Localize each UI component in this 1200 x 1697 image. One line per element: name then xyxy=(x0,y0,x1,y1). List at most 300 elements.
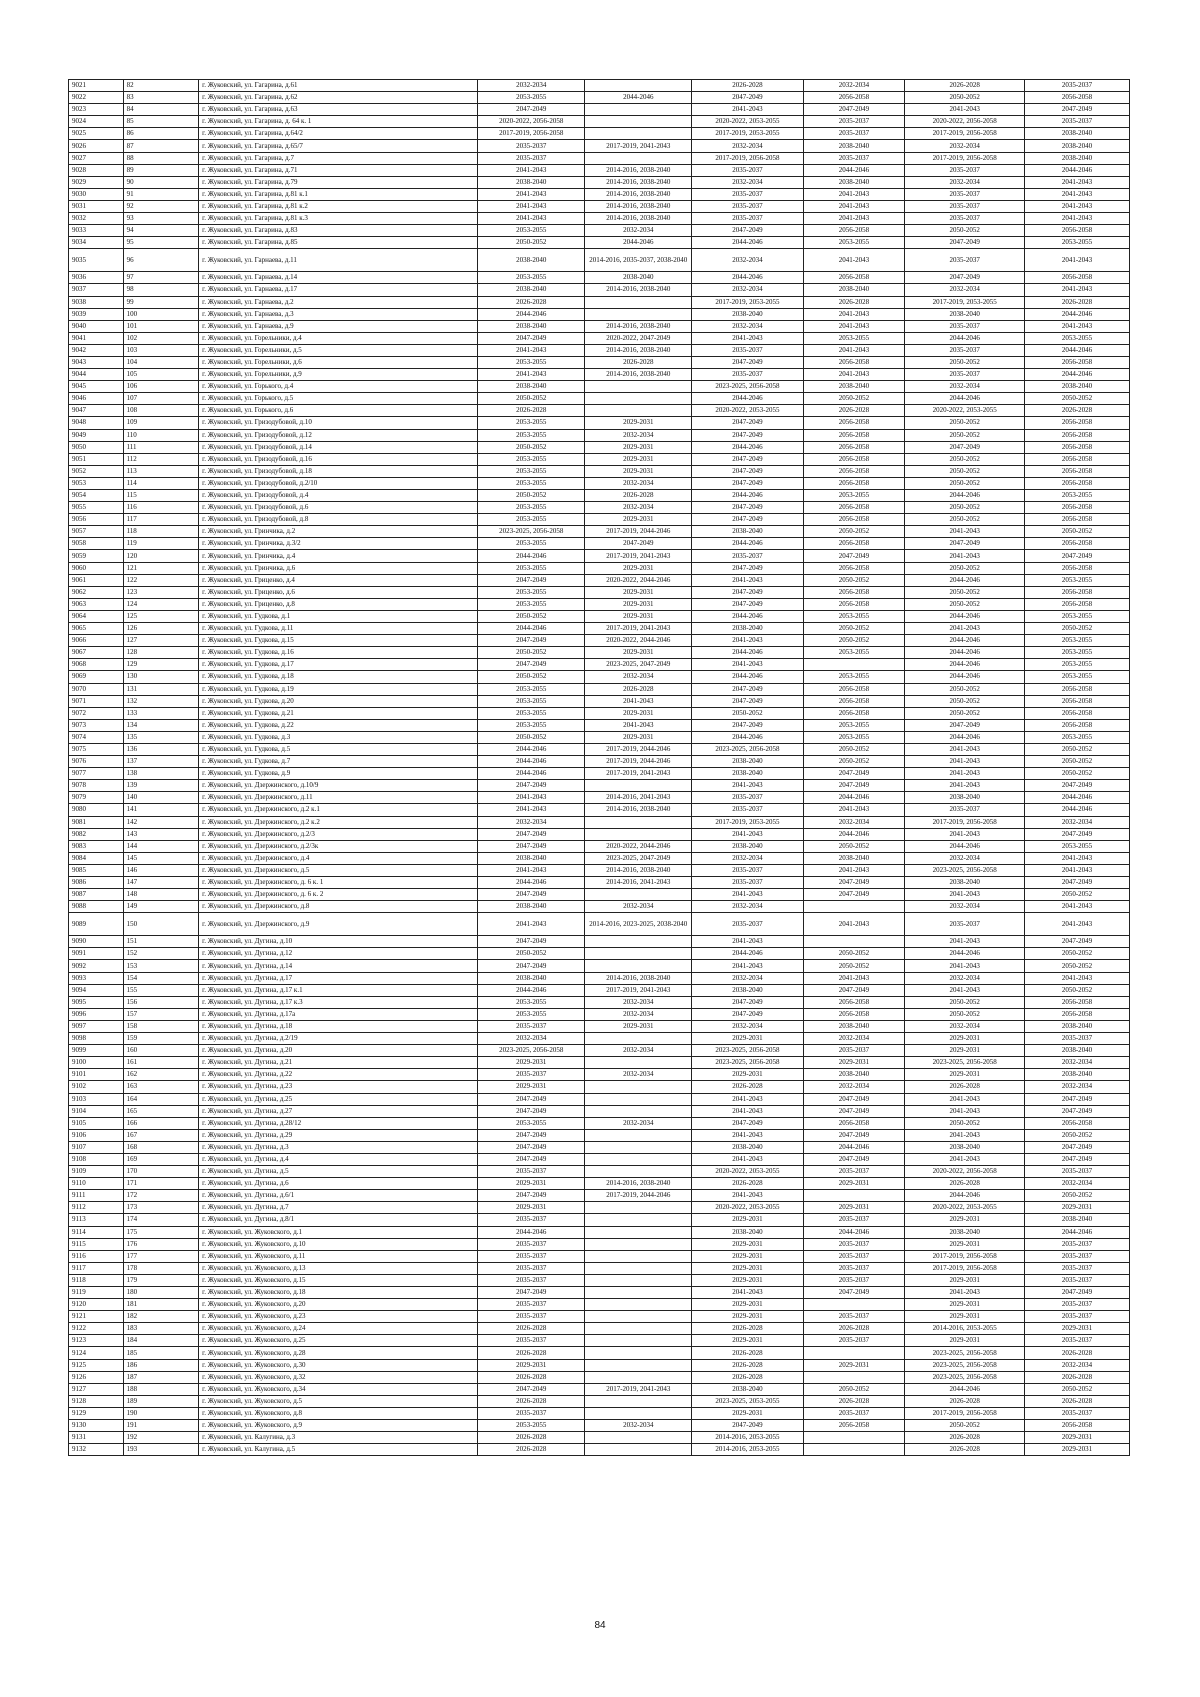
table-row xyxy=(69,550,1130,562)
period-3-cell: 2041-2043 xyxy=(692,1287,803,1299)
item-number-cell: 186 xyxy=(123,1359,199,1371)
address-cell: г. Жуковский, ул. Горького, д.4 xyxy=(199,381,478,393)
period-2-cell: 2032-2034 xyxy=(585,1008,692,1020)
period-1-cell: 2050-2052 xyxy=(478,393,585,405)
period-1-cell: 2041-2043 xyxy=(478,164,585,176)
address-cell: г. Жуковский, ул. Гриценко, д.4 xyxy=(199,574,478,586)
row-number-cell: 9025 xyxy=(69,128,124,140)
item-number-cell: 148 xyxy=(123,889,199,901)
table-row xyxy=(69,707,1130,719)
period-2-cell: 2029-2031 xyxy=(585,441,692,453)
table-row xyxy=(69,1347,1130,1359)
period-2-cell: 2017-2019, 2041-2043 xyxy=(585,623,692,635)
table-row xyxy=(69,116,1130,128)
address-cell: г. Жуковский, ул. Дугина, д.17а xyxy=(199,1008,478,1020)
row-number-cell: 9121 xyxy=(69,1311,124,1323)
period-1-cell: 2035-2037 xyxy=(478,152,585,164)
period-2-cell: 2017-2019, 2044-2046 xyxy=(585,743,692,755)
period-3-cell: 2044-2046 xyxy=(692,610,803,622)
period-6-cell: 2056-2058 xyxy=(1024,1008,1129,1020)
item-number-cell: 149 xyxy=(123,901,199,913)
period-6-cell: 2029-2031 xyxy=(1024,1202,1129,1214)
period-3-cell: 2020-2022, 2053-2055 xyxy=(692,405,803,417)
address-cell: г. Жуковский, ул. Гудкова, д.3 xyxy=(199,731,478,743)
period-4-cell: 2056-2058 xyxy=(803,92,905,104)
period-4-cell: 2035-2037 xyxy=(803,116,905,128)
period-4-cell: 2047-2049 xyxy=(803,104,905,116)
address-cell: г. Жуковский, ул. Дугина, д.3 xyxy=(199,1141,478,1153)
row-number-cell: 9080 xyxy=(69,804,124,816)
period-6-cell: 2047-2049 xyxy=(1024,936,1129,948)
period-1-cell: 2035-2037 xyxy=(478,1069,585,1081)
table-row xyxy=(69,1166,1130,1178)
period-4-cell: 2053-2055 xyxy=(803,332,905,344)
address-cell: г. Жуковский, ул. Горельники, д.5 xyxy=(199,344,478,356)
period-3-cell: 2044-2046 xyxy=(692,731,803,743)
table-row xyxy=(69,477,1130,489)
period-4-cell: 2032-2034 xyxy=(803,1081,905,1093)
row-number-cell: 9106 xyxy=(69,1129,124,1141)
period-6-cell: 2032-2034 xyxy=(1024,816,1129,828)
item-number-cell: 169 xyxy=(123,1153,199,1165)
period-2-cell xyxy=(585,296,692,308)
item-number-cell: 106 xyxy=(123,381,199,393)
row-number-cell: 9052 xyxy=(69,465,124,477)
period-2-cell xyxy=(585,1214,692,1226)
address-cell: г. Жуковский, ул. Дугина, д.29 xyxy=(199,1129,478,1141)
period-1-cell: 2047-2049 xyxy=(478,780,585,792)
period-5-cell: 2050-2052 xyxy=(905,429,1025,441)
period-5-cell: 2044-2046 xyxy=(905,610,1025,622)
period-4-cell: 2035-2037 xyxy=(803,1311,905,1323)
period-1-cell: 2053-2055 xyxy=(478,272,585,284)
address-cell: г. Жуковский, ул. Гринчика, д.2 xyxy=(199,526,478,538)
period-1-cell: 2047-2049 xyxy=(478,840,585,852)
address-cell: г. Жуковский, ул. Горельники, д.4 xyxy=(199,332,478,344)
period-1-cell: 2029-2031 xyxy=(478,1057,585,1069)
period-4-cell xyxy=(803,1444,905,1456)
item-number-cell: 86 xyxy=(123,128,199,140)
row-number-cell: 9116 xyxy=(69,1250,124,1262)
item-number-cell: 176 xyxy=(123,1238,199,1250)
table-row xyxy=(69,417,1130,429)
period-4-cell xyxy=(803,1432,905,1444)
period-4-cell: 2041-2043 xyxy=(803,188,905,200)
address-cell: г. Жуковский, ул. Жуковского, д.25 xyxy=(199,1335,478,1347)
period-1-cell: 2053-2055 xyxy=(478,695,585,707)
period-1-cell: 2053-2055 xyxy=(478,562,585,574)
item-number-cell: 146 xyxy=(123,864,199,876)
period-6-cell: 2035-2037 xyxy=(1024,1166,1129,1178)
period-3-cell: 2047-2049 xyxy=(692,417,803,429)
period-6-cell: 2038-2040 xyxy=(1024,128,1129,140)
row-number-cell: 9042 xyxy=(69,344,124,356)
item-number-cell: 89 xyxy=(123,164,199,176)
table-row xyxy=(69,1214,1130,1226)
period-6-cell: 2056-2058 xyxy=(1024,453,1129,465)
period-6-cell: 2056-2058 xyxy=(1024,92,1129,104)
period-2-cell: 2014-2016, 2038-2040 xyxy=(585,200,692,212)
period-2-cell xyxy=(585,1105,692,1117)
period-6-cell: 2026-2028 xyxy=(1024,1347,1129,1359)
row-number-cell: 9040 xyxy=(69,320,124,332)
period-3-cell: 2047-2049 xyxy=(692,92,803,104)
address-cell: г. Жуковский, ул. Гринчика, д.6 xyxy=(199,562,478,574)
item-number-cell: 190 xyxy=(123,1407,199,1419)
period-6-cell: 2038-2040 xyxy=(1024,1069,1129,1081)
period-4-cell: 2044-2046 xyxy=(803,1226,905,1238)
period-2-cell xyxy=(585,1238,692,1250)
period-2-cell: 2017-2019, 2041-2043 xyxy=(585,984,692,996)
item-number-cell: 163 xyxy=(123,1081,199,1093)
table-row xyxy=(69,381,1130,393)
item-number-cell: 181 xyxy=(123,1299,199,1311)
period-1-cell: 2050-2052 xyxy=(478,671,585,683)
item-number-cell: 164 xyxy=(123,1093,199,1105)
table-row xyxy=(69,393,1130,405)
period-4-cell xyxy=(803,901,905,913)
table-row xyxy=(69,1093,1130,1105)
period-1-cell: 2038-2040 xyxy=(478,852,585,864)
item-number-cell: 94 xyxy=(123,225,199,237)
period-2-cell: 2023-2025, 2047-2049 xyxy=(585,852,692,864)
address-cell: г. Жуковский, ул. Дзержинского, д.4 xyxy=(199,852,478,864)
period-2-cell xyxy=(585,1129,692,1141)
table-row xyxy=(69,936,1130,948)
period-3-cell: 2023-2025, 2056-2058 xyxy=(692,743,803,755)
period-2-cell: 2029-2031 xyxy=(585,707,692,719)
period-6-cell: 2047-2049 xyxy=(1024,1093,1129,1105)
period-4-cell: 2029-2031 xyxy=(803,1057,905,1069)
row-number-cell: 9068 xyxy=(69,659,124,671)
item-number-cell: 100 xyxy=(123,308,199,320)
period-5-cell: 2041-2043 xyxy=(905,960,1025,972)
period-5-cell: 2038-2040 xyxy=(905,308,1025,320)
period-5-cell: 2041-2043 xyxy=(905,1153,1025,1165)
address-cell: г. Жуковский, ул. Дугина, д.20 xyxy=(199,1045,478,1057)
row-number-cell: 9031 xyxy=(69,200,124,212)
address-cell: г. Жуковский, ул. Гудкова, д.21 xyxy=(199,707,478,719)
period-2-cell: 2026-2028 xyxy=(585,683,692,695)
period-2-cell: 2032-2034 xyxy=(585,1117,692,1129)
period-6-cell: 2056-2058 xyxy=(1024,1117,1129,1129)
period-6-cell: 2056-2058 xyxy=(1024,225,1129,237)
period-3-cell: 2047-2049 xyxy=(692,502,803,514)
period-5-cell: 2026-2028 xyxy=(905,1432,1025,1444)
period-4-cell: 2047-2049 xyxy=(803,768,905,780)
period-3-cell: 2047-2049 xyxy=(692,477,803,489)
period-2-cell xyxy=(585,1274,692,1286)
address-cell: г. Жуковский, ул. Дугина, д.8/1 xyxy=(199,1214,478,1226)
row-number-cell: 9048 xyxy=(69,417,124,429)
row-number-cell: 9058 xyxy=(69,538,124,550)
period-3-cell: 2047-2049 xyxy=(692,562,803,574)
period-6-cell: 2041-2043 xyxy=(1024,913,1129,936)
period-5-cell: 2035-2037 xyxy=(905,164,1025,176)
period-5-cell: 2017-2019, 2053-2055 xyxy=(905,296,1025,308)
period-5-cell: 2050-2052 xyxy=(905,695,1025,707)
address-cell: г. Жуковский, ул. Гарнаева, д.17 xyxy=(199,284,478,296)
period-5-cell: 2041-2043 xyxy=(905,743,1025,755)
period-2-cell: 2014-2016, 2023-2025, 2038-2040 xyxy=(585,913,692,936)
address-cell: г. Жуковский, ул. Жуковского, д.10 xyxy=(199,1238,478,1250)
period-5-cell: 2044-2046 xyxy=(905,490,1025,502)
row-number-cell: 9122 xyxy=(69,1323,124,1335)
period-1-cell: 2041-2043 xyxy=(478,213,585,225)
period-2-cell: 2017-2019, 2044-2046 xyxy=(585,526,692,538)
period-4-cell: 2050-2052 xyxy=(803,948,905,960)
period-1-cell: 2047-2049 xyxy=(478,574,585,586)
item-number-cell: 96 xyxy=(123,249,199,272)
period-2-cell: 2029-2031 xyxy=(585,1020,692,1032)
period-5-cell: 2017-2019, 2056-2058 xyxy=(905,816,1025,828)
period-3-cell: 2041-2043 xyxy=(692,780,803,792)
row-number-cell: 9041 xyxy=(69,332,124,344)
period-4-cell xyxy=(803,659,905,671)
period-3-cell: 2035-2037 xyxy=(692,188,803,200)
period-3-cell: 2044-2046 xyxy=(692,490,803,502)
period-6-cell: 2056-2058 xyxy=(1024,719,1129,731)
address-cell: г. Жуковский, ул. Калугина, д.5 xyxy=(199,1444,478,1456)
row-number-cell: 9083 xyxy=(69,840,124,852)
item-number-cell: 152 xyxy=(123,948,199,960)
item-number-cell: 98 xyxy=(123,284,199,296)
period-3-cell: 2026-2028 xyxy=(692,1359,803,1371)
address-cell: г. Жуковский, ул. Дзержинского, д.11 xyxy=(199,792,478,804)
period-2-cell: 2032-2034 xyxy=(585,996,692,1008)
period-6-cell: 2053-2055 xyxy=(1024,647,1129,659)
table-row xyxy=(69,490,1130,502)
period-4-cell: 2047-2049 xyxy=(803,780,905,792)
row-number-cell: 9092 xyxy=(69,960,124,972)
period-5-cell: 2050-2052 xyxy=(905,417,1025,429)
period-6-cell: 2056-2058 xyxy=(1024,707,1129,719)
period-6-cell: 2044-2046 xyxy=(1024,1226,1129,1238)
row-number-cell: 9130 xyxy=(69,1420,124,1432)
period-2-cell: 2038-2040 xyxy=(585,272,692,284)
period-3-cell: 2044-2046 xyxy=(692,538,803,550)
period-1-cell: 2050-2052 xyxy=(478,610,585,622)
item-number-cell: 95 xyxy=(123,237,199,249)
address-cell: г. Жуковский, ул. Гудкова, д.22 xyxy=(199,719,478,731)
row-number-cell: 9099 xyxy=(69,1045,124,1057)
period-4-cell: 2026-2028 xyxy=(803,296,905,308)
period-6-cell: 2026-2028 xyxy=(1024,1395,1129,1407)
period-2-cell xyxy=(585,780,692,792)
period-1-cell: 2023-2025, 2056-2058 xyxy=(478,1045,585,1057)
table-row xyxy=(69,200,1130,212)
period-6-cell: 2035-2037 xyxy=(1024,1311,1129,1323)
item-number-cell: 191 xyxy=(123,1420,199,1432)
address-cell: г. Жуковский, ул. Калугина, д.3 xyxy=(199,1432,478,1444)
period-2-cell: 2014-2016, 2038-2040 xyxy=(585,1178,692,1190)
address-cell: г. Жуковский, ул. Дзержинского, д.10/9 xyxy=(199,780,478,792)
period-3-cell: 2047-2049 xyxy=(692,465,803,477)
period-3-cell: 2032-2034 xyxy=(692,901,803,913)
page-number: 84 xyxy=(594,1620,606,1631)
period-1-cell: 2053-2055 xyxy=(478,356,585,368)
period-2-cell xyxy=(585,1347,692,1359)
row-number-cell: 9094 xyxy=(69,984,124,996)
period-1-cell: 2038-2040 xyxy=(478,381,585,393)
row-number-cell: 9054 xyxy=(69,490,124,502)
period-1-cell: 2035-2037 xyxy=(478,1299,585,1311)
period-2-cell: 2014-2016, 2041-2043 xyxy=(585,877,692,889)
period-2-cell: 2029-2031 xyxy=(585,465,692,477)
period-4-cell: 2056-2058 xyxy=(803,356,905,368)
row-number-cell: 9033 xyxy=(69,225,124,237)
period-6-cell: 2035-2037 xyxy=(1024,1407,1129,1419)
period-3-cell: 2038-2040 xyxy=(692,1226,803,1238)
period-6-cell: 2026-2028 xyxy=(1024,1371,1129,1383)
item-number-cell: 140 xyxy=(123,792,199,804)
period-3-cell: 2029-2031 xyxy=(692,1335,803,1347)
address-cell: г. Жуковский, ул. Гриценко, д.8 xyxy=(199,598,478,610)
item-number-cell: 116 xyxy=(123,502,199,514)
period-1-cell: 2044-2046 xyxy=(478,743,585,755)
address-cell: г. Жуковский, ул. Гринчика, д.3/2 xyxy=(199,538,478,550)
period-3-cell: 2041-2043 xyxy=(692,104,803,116)
item-number-cell: 85 xyxy=(123,116,199,128)
item-number-cell: 118 xyxy=(123,526,199,538)
period-2-cell: 2029-2031 xyxy=(585,514,692,526)
address-cell: г. Жуковский, ул. Дзержинского, д.2/3к xyxy=(199,840,478,852)
row-number-cell: 9034 xyxy=(69,237,124,249)
period-3-cell: 2041-2043 xyxy=(692,1105,803,1117)
period-2-cell: 2029-2031 xyxy=(585,586,692,598)
period-3-cell: 2044-2046 xyxy=(692,237,803,249)
period-1-cell: 2047-2049 xyxy=(478,104,585,116)
period-6-cell: 2056-2058 xyxy=(1024,465,1129,477)
item-number-cell: 166 xyxy=(123,1117,199,1129)
period-2-cell: 2029-2031 xyxy=(585,610,692,622)
period-3-cell: 2035-2037 xyxy=(692,804,803,816)
period-1-cell: 2050-2052 xyxy=(478,647,585,659)
item-number-cell: 161 xyxy=(123,1057,199,1069)
period-4-cell: 2029-2031 xyxy=(803,1202,905,1214)
row-number-cell: 9084 xyxy=(69,852,124,864)
period-5-cell: 2047-2049 xyxy=(905,272,1025,284)
period-2-cell xyxy=(585,308,692,320)
period-5-cell: 2032-2034 xyxy=(905,1020,1025,1032)
period-6-cell: 2053-2055 xyxy=(1024,635,1129,647)
period-3-cell: 2041-2043 xyxy=(692,659,803,671)
period-2-cell xyxy=(585,1057,692,1069)
period-3-cell: 2032-2034 xyxy=(692,249,803,272)
item-number-cell: 174 xyxy=(123,1214,199,1226)
period-4-cell: 2041-2043 xyxy=(803,249,905,272)
period-2-cell: 2029-2031 xyxy=(585,562,692,574)
address-cell: г. Жуковский, ул. Дугина, д.23 xyxy=(199,1081,478,1093)
period-2-cell: 2014-2016, 2038-2040 xyxy=(585,344,692,356)
item-number-cell: 187 xyxy=(123,1371,199,1383)
item-number-cell: 108 xyxy=(123,405,199,417)
period-3-cell: 2038-2040 xyxy=(692,984,803,996)
period-2-cell: 2020-2022, 2044-2046 xyxy=(585,574,692,586)
table-row xyxy=(69,1033,1130,1045)
address-cell: г. Жуковский, ул. Гудкова, д.7 xyxy=(199,756,478,768)
period-1-cell: 2044-2046 xyxy=(478,877,585,889)
period-5-cell: 2044-2046 xyxy=(905,635,1025,647)
period-6-cell: 2041-2043 xyxy=(1024,200,1129,212)
period-3-cell: 2032-2034 xyxy=(692,140,803,152)
address-cell: г. Жуковский, ул. Дугина, д.2/19 xyxy=(199,1033,478,1045)
table-row xyxy=(69,1311,1130,1323)
table-row xyxy=(69,1395,1130,1407)
period-1-cell: 2041-2043 xyxy=(478,369,585,381)
period-4-cell: 2056-2058 xyxy=(803,453,905,465)
period-1-cell: 2044-2046 xyxy=(478,308,585,320)
row-number-cell: 9069 xyxy=(69,671,124,683)
period-5-cell: 2041-2043 xyxy=(905,756,1025,768)
period-5-cell: 2029-2031 xyxy=(905,1238,1025,1250)
address-cell: г. Жуковский, ул. Жуковского, д.30 xyxy=(199,1359,478,1371)
period-3-cell: 2041-2043 xyxy=(692,1190,803,1202)
period-1-cell: 2053-2055 xyxy=(478,1420,585,1432)
table-row xyxy=(69,237,1130,249)
period-1-cell: 2026-2028 xyxy=(478,1395,585,1407)
table-row xyxy=(69,332,1130,344)
period-5-cell: 2041-2043 xyxy=(905,828,1025,840)
row-number-cell: 9065 xyxy=(69,623,124,635)
table-row xyxy=(69,1020,1130,1032)
period-5-cell: 2026-2028 xyxy=(905,1444,1025,1456)
address-cell: г. Жуковский, ул. Дугина, д.17 к.3 xyxy=(199,996,478,1008)
table-row xyxy=(69,948,1130,960)
item-number-cell: 189 xyxy=(123,1395,199,1407)
address-cell: г. Жуковский, ул. Дугина, д.17 к.1 xyxy=(199,984,478,996)
item-number-cell: 91 xyxy=(123,188,199,200)
address-cell: г. Жуковский, ул. Жуковского, д.18 xyxy=(199,1287,478,1299)
period-6-cell: 2041-2043 xyxy=(1024,284,1129,296)
period-4-cell: 2044-2046 xyxy=(803,828,905,840)
period-2-cell: 2041-2043 xyxy=(585,719,692,731)
item-number-cell: 120 xyxy=(123,550,199,562)
period-1-cell: 2053-2055 xyxy=(478,707,585,719)
period-4-cell: 2053-2055 xyxy=(803,671,905,683)
period-6-cell: 2047-2049 xyxy=(1024,1153,1129,1165)
period-5-cell: 2035-2037 xyxy=(905,913,1025,936)
period-4-cell: 2056-2058 xyxy=(803,429,905,441)
period-4-cell: 2041-2043 xyxy=(803,213,905,225)
period-3-cell: 2041-2043 xyxy=(692,1129,803,1141)
period-5-cell: 2026-2028 xyxy=(905,1395,1025,1407)
item-number-cell: 121 xyxy=(123,562,199,574)
item-number-cell: 159 xyxy=(123,1033,199,1045)
period-6-cell: 2035-2037 xyxy=(1024,1238,1129,1250)
period-3-cell: 2035-2037 xyxy=(692,164,803,176)
period-2-cell: 2014-2016, 2038-2040 xyxy=(585,320,692,332)
table-row xyxy=(69,1105,1130,1117)
period-2-cell xyxy=(585,1093,692,1105)
period-2-cell xyxy=(585,1153,692,1165)
address-cell: г. Жуковский, ул. Гагарина, д.79 xyxy=(199,176,478,188)
period-6-cell: 2047-2049 xyxy=(1024,1287,1129,1299)
table-row xyxy=(69,586,1130,598)
period-4-cell: 2047-2049 xyxy=(803,984,905,996)
period-6-cell: 2056-2058 xyxy=(1024,502,1129,514)
period-3-cell: 2023-2025, 2056-2058 xyxy=(692,1057,803,1069)
address-cell: г. Жуковский, ул. Дзержинского, д.2 к.1 xyxy=(199,804,478,816)
period-5-cell: 2050-2052 xyxy=(905,92,1025,104)
period-3-cell: 2038-2040 xyxy=(692,623,803,635)
table-row xyxy=(69,1226,1130,1238)
period-1-cell: 2035-2037 xyxy=(478,1020,585,1032)
address-cell: г. Жуковский, ул. Гагарина, д.83 xyxy=(199,225,478,237)
table-row xyxy=(69,1432,1130,1444)
period-3-cell: 2047-2049 xyxy=(692,225,803,237)
table-row xyxy=(69,429,1130,441)
